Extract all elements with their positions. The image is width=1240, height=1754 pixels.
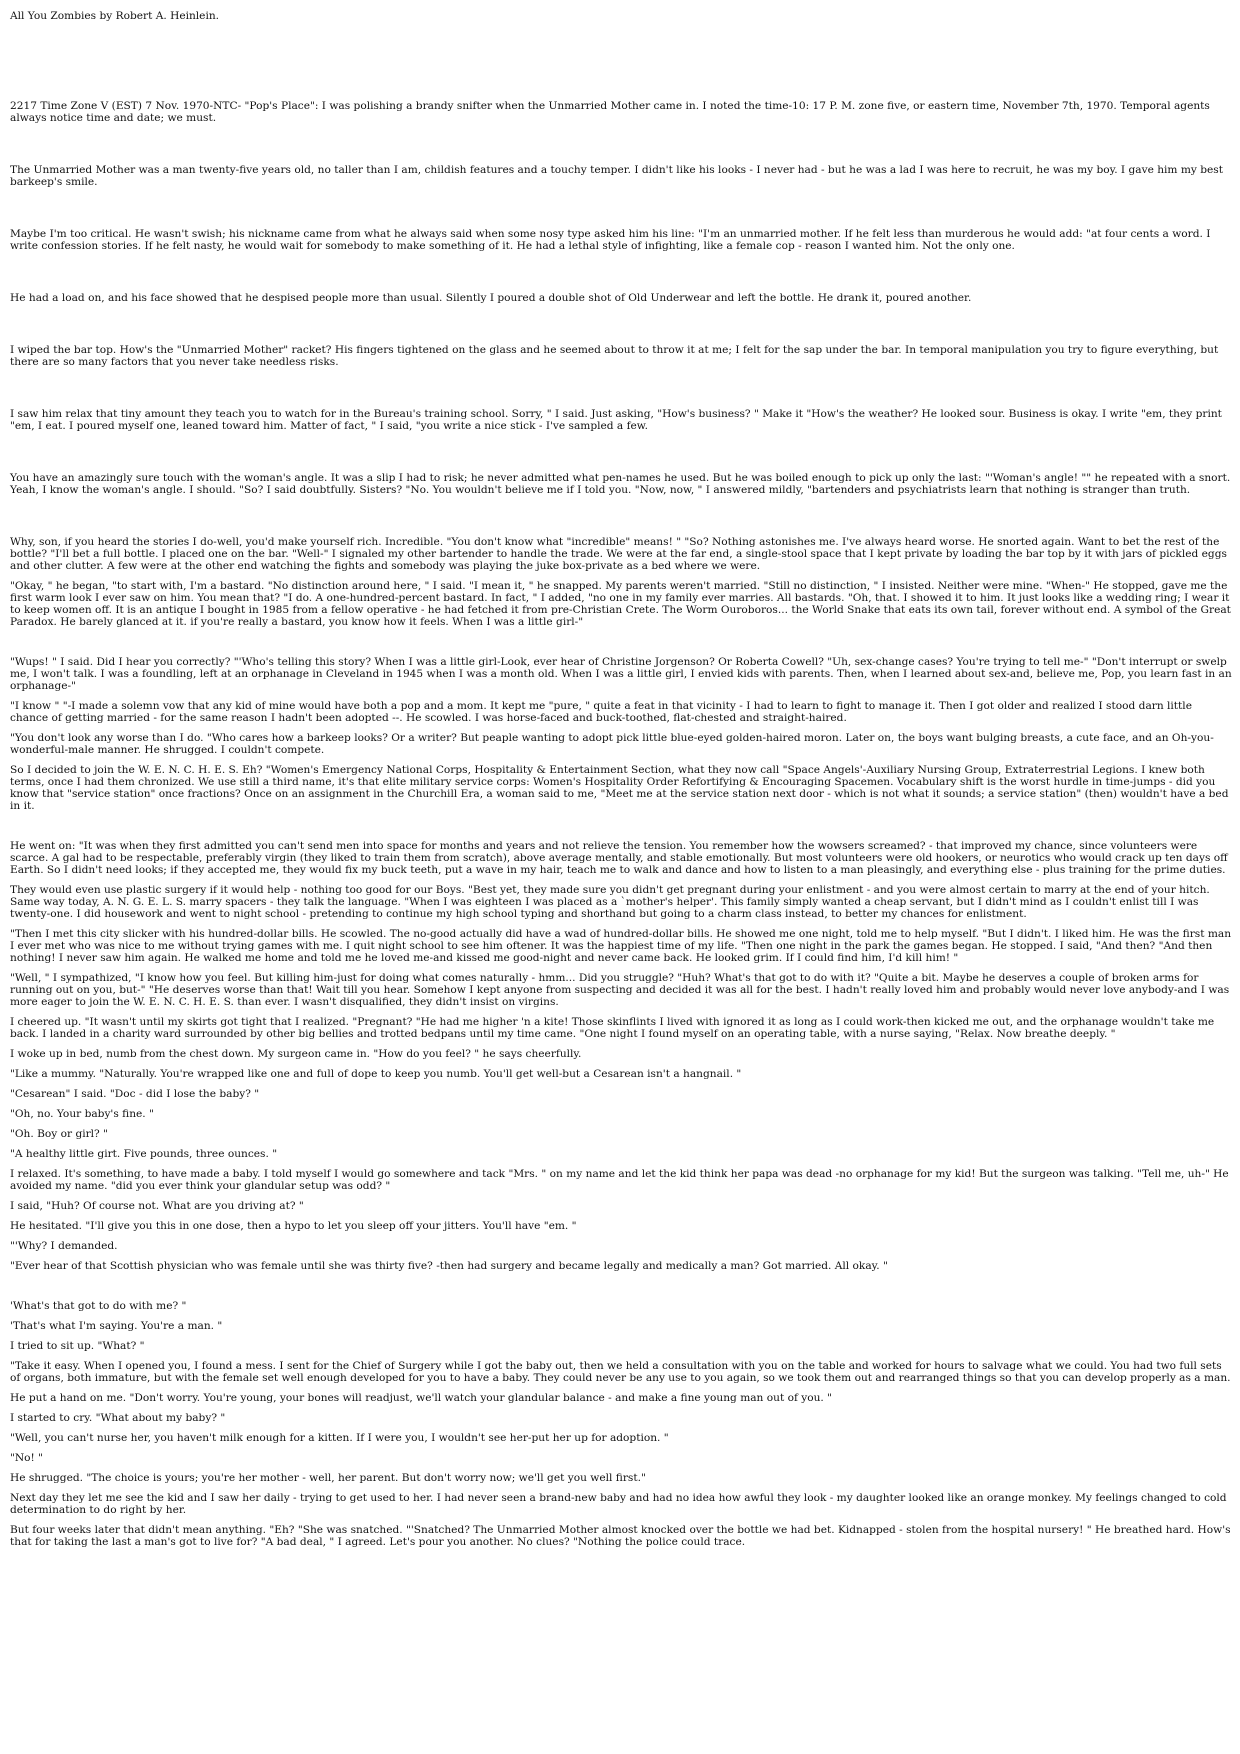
paragraph: "Well, you can't nurse her, you haven't milk enough for a kitten. If I were you, I wouldn't see her-put her up for adoption. " — [10, 1432, 669, 1444]
paragraph: "'Why? I demanded. — [10, 1240, 118, 1252]
paragraph: "Oh, no. Your baby's fine. " — [10, 1108, 154, 1120]
paragraph: Next day they let me see the kid and I saw her daily - trying to get used to her. I had never seen a brand-new baby and had no idea how awful they look - my daughter looked like an orange monkey. My feelings changed to cold determination to do right by her. — [10, 1492, 1227, 1516]
paragraph: I woke up in bed, numb from the chest down. My surgeon came in. "How do you feel? " he says cheerfully. — [10, 1048, 582, 1060]
paragraph: I saw him relax that tiny amount they teach you to watch for in the Bureau's training school. Sorry, " I said. Just asking, "How's business? " Make it "How's the weather? He looked sour. Business is okay. I write "em, they print "em, I eat. I poured myself one, leaned toward him. Matter of fact, " I said, "you write a nice stick - I've sampled a few. — [10, 408, 1222, 432]
paragraph: "Well, " I sympathized, "I know how you feel. But killing him-just for doing what comes naturally - hmm... Did you struggle? "Huh? What's that got to do with it? "Quite a bit. Maybe he deserves a couple of broken arms for running out on you, but-" "He deserves worse than that! Wait till you hear. Somehow I kept anyone from suspecting and decided it was all for the best. I hadn't really loved him and probably would never love anybody-and I was more eager to join the W. E. N. C. H. E. S. than ever. I wasn't disqualified, they didn't insist on virgins. — [10, 972, 1230, 1008]
paragraph: The Unmarried Mother was a man twenty-five years old, no taller than I am, childish features and a touchy temper. I didn't like his looks - I never had - but he was a lad I was here to recruit, he was my boy. I gave him my best barkeep's smile. — [10, 164, 1223, 188]
paragraph: He went on: "It was when they first admitted you can't send men into space for months and years and not relieve the tension. You remember how the wowsers screamed? - that improved my chance, since volunteers were scarce. A gal had to be respectable, preferably virgin (they liked to train them from scratch), above average mentally, and stable emotionally. But most volunteers were old hookers, or neurotics who would crack up ten days off Earth. So I didn't need looks; if they accepted me, they would fix my buck teeth, put a wave in my hair, teach me to walk and dance and how to listen to a man pleasingly, and everything else - plus training for the prime duties. — [10, 840, 1228, 876]
paragraph: But four weeks later that didn't mean anything. "Eh? "She was snatched. "'Snatched? The Unmarried Mother almost knocked over the bottle we had bet. Kidnapped - stolen from the hospital nursery! " He breathed hard. How's that for taking the last a man's got to live for? "A bad deal, " I agreed. Let's pour you another. No clues? "Nothing the police could trace. — [10, 1524, 1231, 1548]
paragraph: "No! " — [10, 1452, 44, 1464]
paragraph: I cheered up. "It wasn't until my skirts got tight that I realized. "Pregnant? "He had me higher 'n a kite! Those skinflints I lived with ignored it as long as I could work-then kicked me out, and the orphanage wouldn't take me back. I landed in a charity ward surrounded by other big bellies and trotted bedpans until my time came. "One night I found myself on an operating table, with a nurse saying, "Relax. Now breathe deeply. " — [10, 1016, 1215, 1040]
paragraph: They would even use plastic surgery if it would help - nothing too good for our Boys. "Best yet, they made sure you didn't get pregnant during your enlistment - and you were almost certain to marry at the end of your hitch. Same way today, A. N. G. E. L. S. marry spacers - they talk the language. "When I was eighteen I was placed as a `mother's helper'. This family simply wanted a cheap servant, but I didn't mind as I couldn't enlist till I was twenty-one. I did housework and went to night school - pretending to continue my high school typing and shorthand but going to a charm class instead, to better my chances for enlistment. — [10, 884, 1210, 920]
paragraph: "Ever hear of that Scottish physician who was female until she was thirty five? -then had surgery and became legally and medically a man? Got married. All okay. " — [10, 1260, 888, 1272]
paragraph: "Okay, " he began, "to start with, I'm a bastard. "No distinction around here, " I said. "I mean it, " he snapped. My parents weren't married. "Still no distinction, " I insisted. Neither were mine. "When-" He stopped, gave me the first warm look I ever saw on him. You mean that? "I do. A one-hundred-percent bastard. In fact, " I added, "no one in my family ever marries. All bastards. "Oh, that. I showed it to him. It just looks like a wedding ring; I wear it to keep women off. It is an antique I bought in 1985 from a fellow operative - he had fetched it from pre-Christian Crete. The Worm Ouroboros... the World Snake that eats its own tail, forever without end. A symbol of the Great Paradox. He barely glanced at it. if you're really a bastard, you know how it feels. When I was a little girl-" — [10, 580, 1231, 628]
document-title: All You Zombies by Robert A. Heinlein. — [10, 10, 220, 22]
paragraph: "I know " "-I made a solemn vow that any kid of mine would have both a pop and a mom. It kept me "pure, " quite a feat in that vicinity - I had to learn to fight to manage it. Then I got older and realized I stood darn little chance of getting married - for the same reason I hadn't been adopted --. He scowled. I was horse-faced and buck-toothed, flat-chested and straight-haired. — [10, 700, 1192, 724]
paragraph: 2217 Time Zone V (EST) 7 Nov. 1970-NTC- "Pop's Place": I was polishing a brandy snifter when the Unmarried Mother came in. I noted the time-10: 17 P. M. zone five, or eastern time, November 7th, 1970. Temporal agents always notice time and date; we must. — [10, 100, 1210, 124]
paragraph: 'That's what I'm saying. You're a man. " — [10, 1320, 223, 1332]
paragraph: He had a load on, and his face showed that he despised people more than usual. Silently I poured a double shot of Old Underwear and left the bottle. He drank it, poured another. — [10, 292, 972, 304]
paragraph: "Take it easy. When I opened you, I found a mess. I sent for the Chief of Surgery while I got the baby out, then we held a consultation with you on the table and worked for hours to salvage what we could. You had two full sets of organs, both immature, but with the female set well enough developed for you to have a baby. They could never be any use to you again, so we took them out and rearranged things so that you can develop properly as a man. — [10, 1360, 1231, 1384]
paragraph: "Oh. Boy or girl? " — [10, 1128, 108, 1140]
paragraph: I said, "Huh? Of course not. What are you driving at? " — [10, 1200, 304, 1212]
paragraph: So I decided to join the W. E. N. C. H. E. S. Eh? "Women's Emergency National Corps, Hospitality & Entertainment Section, what they now call "Space Angels'-Auxiliary Nursing Group, Extraterrestrial Legions. I knew both terms, once I had them chronized. We use still a third name, it's that elite military service corps: Women's Hospitality Order Refortifying & Encouraging Spacemen. Vocabulary shift is the worst hurdle in time-jumps - did you know that "service station" once fractions? Once on an assignment in the Churchill Era, a woman said to me, "Meet me at the service station next door - which is not what it sounds; a service station" (then) wouldn't have a bed in it. — [10, 764, 1229, 812]
paragraph: I started to cry. "What about my baby? " — [10, 1412, 226, 1424]
paragraph: You have an amazingly sure touch with the woman's angle. It was a slip I had to risk; he never admitted what pen-names he used. But he was boiled enough to pick up only the last: "'Woman's angle! "" he repeated with a snort. Yeah, I know the woman's angle. I should. "So? I said doubtfully. Sisters? "No. You wouldn't believe me if I told you. "Now, now, " I answered mildly, "bartenders and psychiatrists learn that nothing is stranger than truth. — [10, 472, 1231, 496]
paragraph: Maybe I'm too critical. He wasn't swish; his nickname came from what he always said when some nosy type asked him his line: "I'm an unmarried mother. If he felt less than murderous he would add: "at four cents a word. I write confession stories. If he felt nasty, he would wait for somebody to make something of it. He had a lethal style of infighting, like a female cop - reason I wanted him. Not the only one. — [10, 228, 1211, 252]
paragraph: He hesitated. "I'll give you this in one dose, then a hypo to let you sleep off your jitters. You'll have "em. " — [10, 1220, 577, 1232]
paragraph: Why, son, if you heard the stories I do-well, you'd make yourself rich. Incredible. "You don't know what "incredible" means! " "So? Nothing astonishes me. I've always heard worse. He snorted again. Want to bet the rest of the bottle? "I'll bet a full bottle. I placed one on the bar. "Well-" I signaled my other bartender to handle the trade. We were at the far end, a single-stool space that I kept private by loading the bar top by it with jars of pickled eggs and other clutter. A few were at the other end watching the fights and somebody was playing the juke box-private as a bed where we were. — [10, 536, 1227, 572]
paragraph: "A healthy little girt. Five pounds, three ounces. " — [10, 1148, 278, 1160]
paragraph: "Wups! " I said. Did I hear you correctly? "'Who's telling this story? When I was a little girl-Look, ever hear of Christine Jorgenson? Or Roberta Cowell? "Uh, sex-change cases? You're trying to tell me-" "Don't interrupt or swelp me, I won't talk. I was a foundling, left at an orphanage in Cleveland in 1945 when I was a month old. When I was a little girl, I envied kids with parents. Then, when I learned about sex-and, believe me, Pop, you learn fast in an orphanage-" — [10, 656, 1232, 692]
paragraph: 'What's that got to do with me? " — [10, 1300, 187, 1312]
paragraph: I tried to sit up. "What? " — [10, 1340, 145, 1352]
paragraph: "Like a mummy. "Naturally. You're wrapped like one and full of dope to keep you numb. You'll get well-but a Cesarean isn't a hangnail. " — [10, 1068, 742, 1080]
paragraph: He shrugged. "The choice is yours; you're her mother - well, her parent. But don't worry now; we'll get you well first." — [10, 1472, 646, 1484]
paragraph: "You don't look any worse than I do. "Who cares how a barkeep looks? Or a writer? But peaple wanting to adopt pick little blue-eyed golden-haired moron. Later on, the boys want bulging breasts, a cute face, and an Oh-you-wonderful-male manner. He shrugged. I couldn't compete. — [10, 732, 1214, 756]
paragraph: I relaxed. It's something, to have made a baby. I told myself I would go somewhere and tack "Mrs. " on my name and let the kid think her papa was dead -no orphanage for my kid! But the surgeon was talking. "Tell me, uh-" He avoided my name. "did you ever think your glandular setup was odd? " — [10, 1168, 1229, 1192]
paragraph: "Cesarean" I said. "Doc - did I lose the baby? " — [10, 1088, 260, 1100]
paragraph: "Then I met this city slicker with his hundred-dollar bills. He scowled. The no-good actually did have a wad of hundred-dollar bills. He showed me one night, told me to help myself. "But I didn't. I liked him. He was the first man I ever met who was nice to me without trying games with me. I quit night school to see him oftener. It was the happiest time of my life. "Then one night in the park the games began. He stopped. I said, "And then? "And then nothing! I never saw him again. He walked me home and told me he loved me-and kissed me good-night and never came back. He looked grim. If I could find him, I'd kill him! " — [10, 928, 1232, 964]
paragraph: I wiped the bar top. How's the "Unmarried Mother" racket? His fingers tightened on the glass and he seemed about to throw it at me; I felt for the sap under the bar. In temporal manipulation you try to figure everything, but there are so many factors that you never take needless risks. — [10, 344, 1219, 368]
paragraph: He put a hand on me. "Don't worry. You're young, your bones will readjust, we'll watch your glandular balance - and make a fine young man out of you. " — [10, 1392, 833, 1404]
document-page — [10, 10, 1232, 1548]
